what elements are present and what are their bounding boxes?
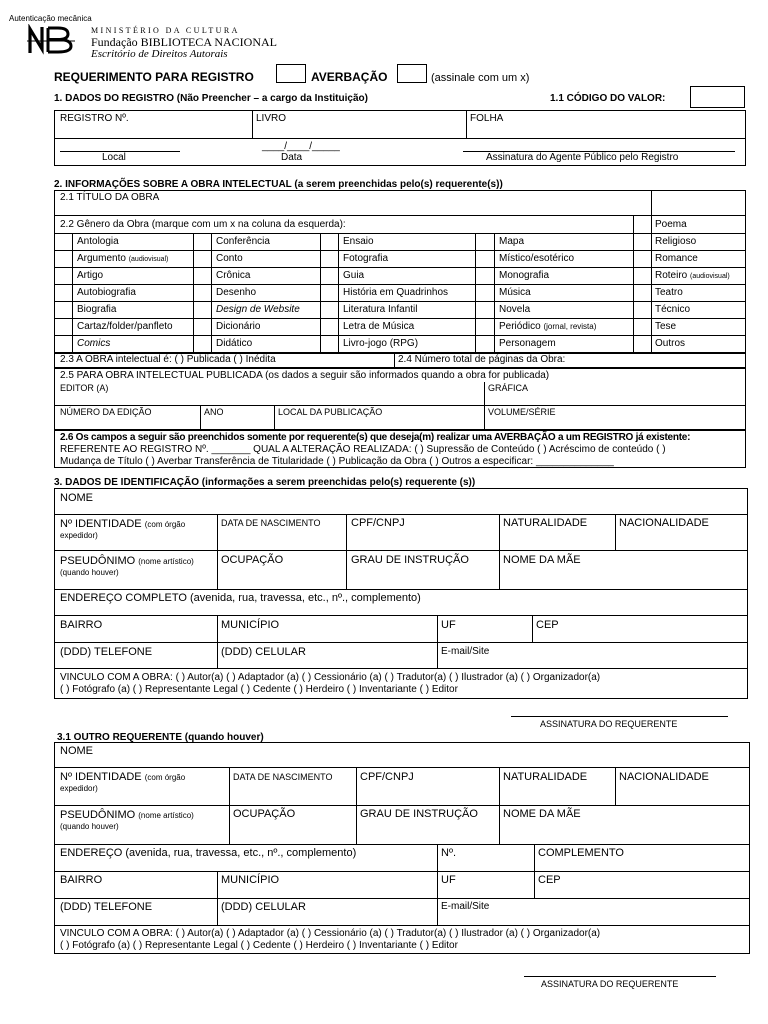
vinculo-options-1[interactable]: VINCULO COM A OBRA: ( ) Autor(a) ( ) Adaptador (a) ( ) Cessionário (a) ( ) Tradutor(a) ( ) Ilustrador (a) ( ) Organizador(a) [60,672,601,683]
genre-check-column-2[interactable] [194,234,211,352]
genre-label: Antologia [77,236,119,247]
averbacao-checkbox[interactable] [397,64,427,83]
divider [615,514,616,550]
nome-label: NOME [60,492,93,504]
genre-label: Artigo [77,270,104,281]
cpf-label: CPF/CNPJ [360,771,414,783]
telefone-label: (DDD) TELEFONE [60,901,153,913]
bairro-label: BAIRRO [60,619,103,631]
genre-check-column-3[interactable] [321,234,338,352]
municipio-label: MUNICÍPIO [221,874,280,886]
publicada-heading: 2.5 PARA OBRA INTELECTUAL PUBLICADA (os dados a seguir são informados quando a obra for publicada) [60,370,550,381]
vinculo-options-2[interactable]: ( ) Fotógrafo (a) ( ) Representante Legal ( ) Cedente ( ) Herdeiro ( ) Inventariante ( ) Editor [60,684,458,695]
foundation-name: Fundação BIBLIOTECA NACIONAL [91,35,277,49]
genre-label: Biografia [77,304,117,315]
divider [499,767,500,844]
naturalidade-label: NATURALIDADE [503,517,588,529]
divider [54,642,748,643]
genre-check-column-5[interactable] [634,217,651,352]
genre-label: Mapa [499,236,525,247]
divider [484,382,485,430]
divider [217,871,218,925]
genre-label: Novela [499,304,531,315]
genre-label: Argumento (audiovisual) [77,253,169,264]
divider [72,233,73,352]
authentication-note: Autenticação mecânica [9,14,92,23]
codigo-valor-field[interactable] [690,86,745,108]
divider [54,844,750,845]
genre-label: Periódico (jornal, revista) [499,321,597,332]
genre-label: Design de Website [216,304,300,315]
genre-label: Tese [655,321,677,332]
genre-label: Literatura Infantil [343,304,418,315]
divider [54,138,746,139]
ocupacao-label: OCUPAÇÃO [233,808,296,820]
divider [54,615,748,616]
divider [54,925,750,926]
divider [394,352,395,368]
celular-label: (DDD) CELULAR [221,901,306,913]
divider [54,550,748,551]
divider [211,233,212,352]
divider [217,615,218,668]
mae-label: NOME DA MÃE [503,808,581,820]
grafica-label: GRÁFICA [488,383,529,393]
signature-line[interactable] [524,976,716,977]
bairro-label: BAIRRO [60,874,103,886]
divider [494,233,495,352]
data-label: Data [281,152,303,163]
divider [229,767,230,844]
divider [437,844,438,925]
checkbox-instruction: (assinale com um x) [431,72,530,84]
requerente-signature-label: ASSINATURA DO REQUERENTE [541,979,679,989]
genre-label: Comics [77,338,111,349]
email-label: E-mail/Site [441,646,490,657]
cep-label: CEP [538,874,561,886]
expedidor-note: expedidor) [60,531,98,540]
divider [615,767,616,805]
divider [54,514,748,515]
divider [346,514,347,589]
titulo-obra-label: 2.1 TÍTULO DA OBRA [60,192,160,203]
genre-poema: Poema [655,219,687,230]
ministry-name: MINISTÉRIO DA CULTURA [91,26,240,35]
divider [499,514,500,589]
complemento-label: COMPLEMENTO [538,847,624,859]
numero-label: Nº. [441,847,457,859]
genre-label: Letra de Música [343,321,415,332]
edicao-label: NÚMERO DA EDIÇÃO [60,407,152,417]
municipio-label: MUNICÍPIO [221,619,280,631]
section3-heading: 3. DADOS DE IDENTIFICAÇÃO (informações a serem preenchidas pelo(s) requerente (s)) [54,477,476,488]
endereco-label: ENDEREÇO (avenida, rua, travessa, etc., nº., complemento) [60,847,357,859]
genre-label: Didático [216,338,253,349]
naturalidade-label: NATURALIDADE [503,771,588,783]
paginas-label: 2.4 Número total de páginas da Obra: [398,354,566,365]
mae-label: NOME DA MÃE [503,554,581,566]
office-name: Escritório de Direitos Autorais [91,48,228,60]
divider [252,110,253,138]
divider [54,898,750,899]
vinculo-options-2[interactable]: ( ) Fotógrafo (a) ( ) Representante Legal ( ) Cedente ( ) Herdeiro ( ) Inventariante ( ) Editor [60,940,458,951]
ano-label: ANO [204,407,224,417]
editor-label: EDITOR (A) [60,383,109,393]
section2-heading: 2. INFORMAÇÕES SOBRE A OBRA INTELECTUAL (a serem preenchidas pelo(s) requerente(s)) [54,179,503,190]
genre-label: Conferência [216,236,270,247]
requerente-signature-label: ASSINATURA DO REQUERENTE [540,719,678,729]
genre-label: Desenho [216,287,257,298]
form-title-registro: REQUERIMENTO PARA REGISTRO [54,70,254,84]
averbacao-options-2[interactable]: Mudança de Título ( ) Averbar Transferência de Titularidade ( ) Publicação da Obra ( ) Outros a especificar: ______________ [60,456,614,467]
obra-status-label[interactable]: 2.3 A OBRA intelectual é: ( ) Publicada ( ) Inédita [60,354,276,365]
local-label: Local [102,152,126,163]
genre-label: Dicionário [216,321,261,332]
divider [54,589,748,590]
signature-line[interactable] [511,716,728,717]
pseudonimo-label: PSEUDÔNIMO (nome artístico) [60,809,194,821]
uf-label: UF [441,874,456,886]
agent-signature-label: Assinatura do Agente Público pelo Registro [486,152,679,163]
genre-label: Música [499,287,531,298]
divider [338,233,339,352]
divider [437,615,438,668]
genre-label: Guia [343,270,365,281]
divider [651,216,652,352]
codigo-valor-label: 1.1 CÓDIGO DO VALOR: [550,93,666,104]
genre-label: Cartaz/folder/panfleto [77,321,173,332]
genre-label: Técnico [655,304,691,315]
grau-label: GRAU DE INSTRUÇÃO [351,554,469,566]
expedidor-note: expedidor) [60,784,98,793]
divider [54,668,748,669]
genre-label: Ensaio [343,236,374,247]
volume-label: VOLUME/SÉRIE [488,407,556,417]
genre-check-column-4[interactable] [476,234,494,352]
divider [356,767,357,844]
cep-label: CEP [536,619,559,631]
divider [274,405,275,430]
divider [534,844,535,898]
section1-heading: 1. DADOS DO REGISTRO (Não Preencher – a cargo da Instituição) [54,93,368,104]
genre-label: Romance [655,253,698,264]
divider [532,615,533,642]
ocupacao-label: OCUPAÇÃO [221,554,284,566]
identidade-label: Nº IDENTIDADE (com órgão [60,771,186,783]
genre-label: Teatro [655,287,683,298]
local-publicacao-label: LOCAL DA PUBLICAÇÃO [278,407,383,417]
grau-label: GRAU DE INSTRUÇÃO [360,808,478,820]
registro-no-label: REGISTRO Nº. [60,113,129,124]
pseudonimo-note: (quando houver) [60,568,119,577]
averbacao-options-1[interactable]: REFERENTE AO REGISTRO Nº. _______ QUAL A ALTERAÇÃO REALIZADA: ( ) Supressão de Conteúdo ( ) Acréscimo de conteúdo ( ) [60,444,666,455]
genre-label: Autobiografia [77,287,136,298]
nascimento-label: DATA DE NASCIMENTO [221,518,321,528]
genre-label: Conto [216,253,243,264]
celular-label: (DDD) CELULAR [221,646,306,658]
divider [54,405,746,406]
email-label: E-mail/Site [441,901,490,912]
telefone-label: (DDD) TELEFONE [60,646,153,658]
divider [217,514,218,589]
divider [54,215,746,216]
nacionalidade-label: NACIONALIDADE [619,771,709,783]
divider [54,767,750,768]
genre-label: Monografia [499,270,550,281]
endereco-label: ENDEREÇO COMPLETO (avenida, rua, travessa, etc., nº., complemento) [60,592,421,604]
section31-heading: 3.1 OUTRO REQUERENTE (quando houver) [57,732,264,743]
genre-label: Místico/esotérico [499,253,575,264]
genre-label: Crônica [216,270,251,281]
divider [466,110,467,138]
genre-check-column-1[interactable] [55,234,72,352]
livro-label: LIVRO [256,113,287,124]
divider [200,405,201,430]
genre-label: Personagem [499,338,556,349]
date-mask[interactable]: ____/____/_____ [262,141,340,152]
pseudonimo-label: PSEUDÔNIMO (nome artístico) [60,555,194,567]
form-title-averbacao: AVERBAÇÃO [311,70,388,84]
nacionalidade-label: NACIONALIDADE [619,517,709,529]
genre-label: Roteiro (audiovisual) [655,270,730,281]
nome-label: NOME [60,745,93,757]
uf-label: UF [441,619,456,631]
genre-label: Fotografia [343,253,389,264]
registro-checkbox[interactable] [276,64,306,83]
vinculo-options-1[interactable]: VINCULO COM A OBRA: ( ) Autor(a) ( ) Adaptador (a) ( ) Cessionário (a) ( ) Tradutor(a) ( ) Ilustrador (a) ( ) Organizador(a) [60,928,601,939]
biblioteca-nacional-logo [26,24,78,56]
pseudonimo-note: (quando houver) [60,822,119,831]
folha-label: FOLHA [470,113,504,124]
genre-label: Religioso [655,236,697,247]
genero-label: 2.2 Gênero da Obra (marque com um x na coluna da esquerda): [60,219,346,230]
divider [54,805,750,806]
cpf-label: CPF/CNPJ [351,517,405,529]
averbacao-heading: 2.6 Os campos a seguir são preenchidos somente por requerente(s) que deseja(m) realizar uma AVERBAÇÃO a um REGISTRO já existente: [60,432,691,443]
divider [651,190,652,215]
divider [54,871,750,872]
genre-label: Outros [655,338,686,349]
genre-label: História em Quadrinhos [343,287,449,298]
genre-label: Livro-jogo (RPG) [343,338,419,349]
identidade-label: Nº IDENTIDADE (com órgão [60,518,186,530]
nascimento-label: DATA DE NASCIMENTO [233,772,333,782]
